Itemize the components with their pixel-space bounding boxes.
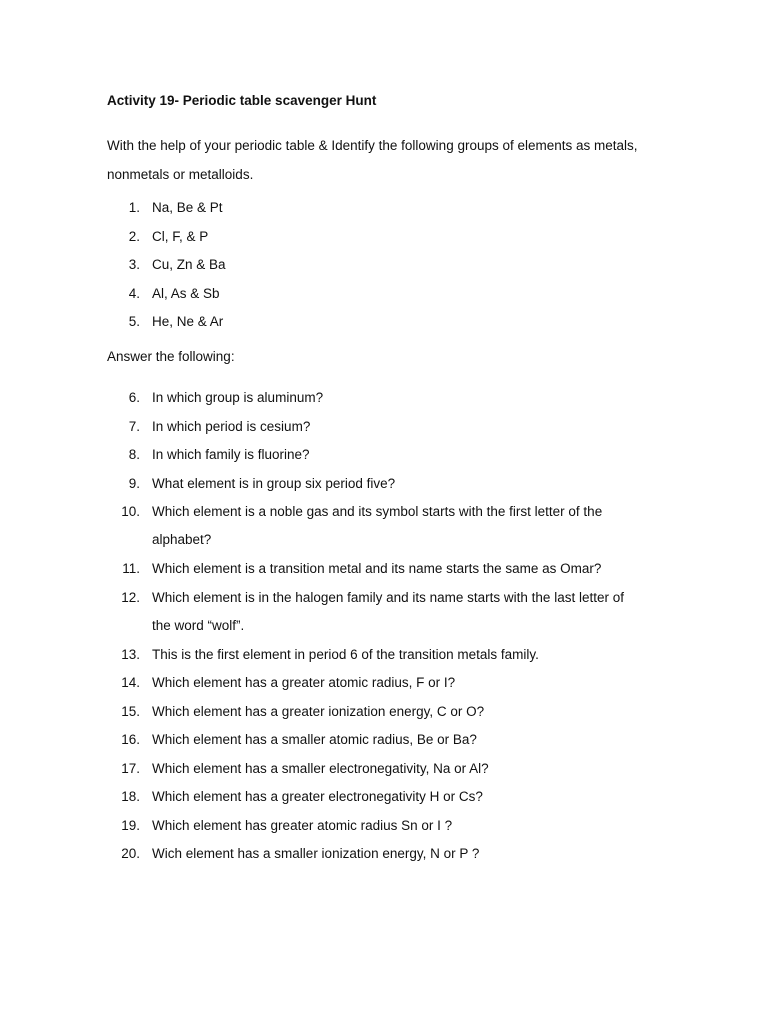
list-item [0,844,768,873]
list-item [0,417,768,446]
instructions [107,131,687,189]
item-number: 15. [121,703,140,719]
item-text: Which element has a greater ionization energy, C or O? [152,703,485,719]
item-text: Which element has a greater atomic radius, F or I? [152,675,456,690]
list-item [0,312,768,341]
item-text: Which element has greater atomic radius Sn or I ? [152,817,453,833]
list-item [0,502,768,559]
list-item [0,588,768,645]
item-number: 2. [128,228,140,244]
item-text: In which group is aluminum? [152,390,324,405]
item-text: This is the first element in period 6 of the transition metals family. [152,646,539,662]
list-item [0,702,768,731]
item-number: 18. [121,789,140,804]
questions-list [0,388,768,873]
item-text: Which element has a greater electronegativity H or Cs? [152,789,483,804]
item-number: 8. [128,447,140,462]
list-item [0,445,768,474]
instructions-line-1: With the help of your periodic table & Identify the following groups of elements as metals, [107,138,638,153]
item-number: 7. [128,418,140,434]
list-item [0,227,768,256]
item-number: 14. [121,675,140,690]
list-item [0,645,768,674]
list-item [0,759,768,788]
item-text: Na, Be & Pt [152,200,223,215]
list-item [0,730,768,759]
page-title: Activity 19- Periodic table scavenger Hunt [107,93,377,108]
item-text: Which element is a transition metal and its name starts the same as Omar? [152,561,602,576]
section-heading: Answer the following: [107,349,235,364]
list-item [0,474,768,503]
item-number: 6. [128,390,140,405]
item-text: Al, As & Sb [152,285,220,301]
item-text: Which element is in the halogen family and its name starts with the last letter of [152,589,624,605]
item-text: Which element has a smaller electronegativity, Na or Al? [152,760,489,776]
item-text: Which element has a smaller atomic radius, Be or Ba? [152,732,477,747]
item-text-wrapper [152,502,602,550]
list-item [0,255,768,284]
item-text-continued: the word “wolf”. [152,617,245,633]
list-item [0,816,768,845]
item-number: 17. [121,760,140,776]
list-item [0,559,768,588]
item-number: 4. [128,285,140,301]
item-number: 11. [122,561,140,576]
item-text-continued: alphabet? [152,532,212,547]
list-item [0,388,768,417]
item-number: 5. [128,314,140,329]
item-text: Cl, F, & P [152,228,209,244]
item-number: 12. [121,589,140,605]
item-number: 3. [128,257,140,272]
item-text: In which period is cesium? [152,418,311,434]
list-item [0,673,768,702]
item-number: 10. [121,504,140,519]
list-item [0,198,768,227]
item-text: What element is in group six period five? [152,475,396,491]
list-item [0,284,768,313]
item-text: In which family is fluorine? [152,447,310,462]
instructions-line-2: nonmetals or metalloids. [107,167,254,182]
item-text: He, Ne & Ar [152,314,224,329]
item-text-wrapper [152,588,624,636]
item-text: Which element is a noble gas and its symbol starts with the first letter of the [152,504,603,519]
element-groups-list [0,198,768,341]
item-number: 16. [121,732,140,747]
list-item [0,787,768,816]
item-text: Cu, Zn & Ba [152,257,226,272]
item-number: 20. [121,846,140,861]
item-number: 1. [128,200,140,215]
item-number: 19. [121,817,140,833]
item-text: Wich element has a smaller ionization energy, N or P ? [152,846,480,861]
item-number: 9. [128,475,140,491]
item-number: 13. [121,646,140,662]
